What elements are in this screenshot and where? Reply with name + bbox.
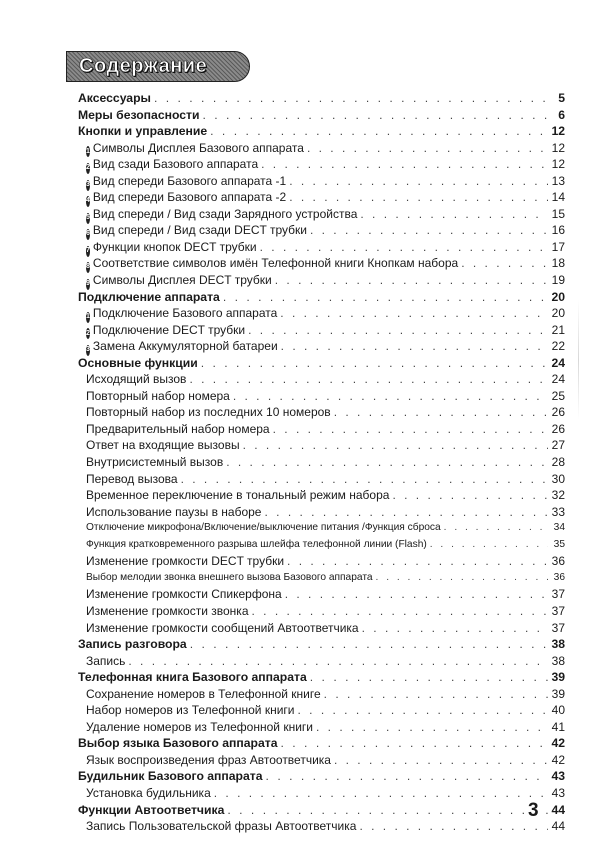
- toc-entry-page: 38: [551, 653, 565, 668]
- toc-entry[interactable]: [78, 255, 565, 272]
- circled-number-icon: 5: [86, 213, 90, 224]
- dot-leader: [316, 719, 548, 736]
- dot-leader: [289, 173, 548, 190]
- toc-entry[interactable]: [78, 156, 565, 173]
- dot-leader: [154, 90, 548, 107]
- toc-entry[interactable]: [78, 305, 565, 322]
- toc-entry-page: 26: [551, 405, 565, 420]
- circled-number-icon: 1: [86, 146, 90, 157]
- toc-entry-page: 37: [551, 603, 565, 618]
- toc-entry-page: 22: [551, 339, 565, 354]
- toc-entry[interactable]: [78, 752, 565, 769]
- toc-entry-label: Исходящий вызов: [86, 372, 187, 387]
- dot-leader: [324, 686, 548, 703]
- circled-number-icon: 4: [86, 196, 90, 207]
- toc-entry-label: Символы Дисплея Базового аппарата: [92, 140, 304, 155]
- circled-number-icon: 6: [86, 229, 90, 240]
- toc-entry-label: Изменение громкости Спикерфона: [86, 587, 282, 602]
- toc-entry[interactable]: [78, 239, 565, 256]
- circled-number-icon: 2: [86, 328, 90, 339]
- toc-entry-page: 26: [551, 421, 565, 436]
- toc-entry[interactable]: [78, 421, 565, 438]
- toc-entry-page: 36: [553, 571, 565, 583]
- toc-entry-label: Перевод вызова: [86, 471, 178, 486]
- dot-leader: [252, 603, 549, 620]
- toc-section-entry[interactable]: [78, 123, 565, 140]
- page-title: Содержание: [79, 55, 208, 77]
- toc-entry-page: 36: [551, 554, 565, 569]
- dot-leader: [430, 537, 548, 554]
- dot-leader: [362, 620, 548, 637]
- toc-entry-label: Функции Автоответчика: [78, 802, 225, 817]
- toc-entry-label: Выбор мелодии звонка внешнего вызова Базового аппарата: [86, 571, 373, 583]
- toc-entry-label: Внутрисистемный вызов: [86, 455, 224, 470]
- toc-entry-page: 19: [551, 273, 565, 288]
- dot-leader: [310, 669, 548, 686]
- dot-leader: [281, 338, 548, 355]
- toc-entry-page: 39: [551, 686, 565, 701]
- toc-entry-page: 44: [551, 802, 565, 817]
- toc-entry-page: 43: [551, 785, 565, 800]
- dot-leader: [334, 752, 548, 769]
- toc-entry-page: 39: [551, 670, 565, 685]
- toc-entry-label: Изменение громкости звонка: [86, 603, 249, 618]
- circled-number-icon: 1: [86, 312, 90, 323]
- toc-entry-page: 28: [551, 455, 565, 470]
- toc-entry[interactable]: [78, 140, 565, 157]
- toc-entry-label: Подключение Базового аппарата: [92, 306, 278, 321]
- toc-entry-page: 33: [551, 504, 565, 519]
- toc-entry[interactable]: [78, 653, 565, 670]
- toc-entry[interactable]: [78, 471, 565, 488]
- dot-leader: [189, 371, 548, 388]
- dot-leader: [260, 239, 548, 256]
- circled-number-icon: 3: [86, 345, 90, 356]
- dot-leader: [461, 255, 548, 272]
- toc-entry-page: 27: [551, 438, 565, 453]
- dot-leader: [233, 388, 548, 405]
- toc-entry-label: Вид спереди Базового аппарата -2: [92, 190, 287, 205]
- toc-entry[interactable]: [78, 537, 565, 554]
- dot-leader: [307, 140, 548, 157]
- toc-entry[interactable]: [78, 570, 565, 587]
- toc-section-entry[interactable]: [78, 735, 565, 752]
- toc-entry-label: Основные функции: [78, 355, 198, 370]
- toc-entry-label: Подключение аппарата: [78, 289, 220, 304]
- toc-entry-label: Функция кратковременного разрыва шлейфа телефонной линии (Flash): [86, 538, 427, 550]
- toc-entry-label: Повторный набор номера: [86, 388, 230, 403]
- toc-entry-page: 20: [551, 289, 565, 304]
- dot-leader: [280, 305, 548, 322]
- toc-entry-page: 13: [551, 173, 565, 188]
- toc-entry[interactable]: [78, 686, 565, 703]
- toc-entry-label: Функции кнопок DECT трубки: [92, 239, 257, 254]
- dot-leader: [261, 156, 548, 173]
- toc-section-entry[interactable]: [78, 355, 565, 372]
- toc-entry[interactable]: [78, 338, 565, 355]
- toc-entry[interactable]: [78, 520, 565, 537]
- circled-number-icon: 8: [86, 262, 90, 273]
- toc-entry-label: Отключение микрофона/Включение/выключение питания /Функция сброса: [86, 522, 441, 534]
- toc-entry-label: Запись Пользовательской фразы Автоответчика: [86, 819, 357, 834]
- dot-leader: [202, 107, 548, 124]
- dot-leader: [285, 586, 548, 603]
- toc-entry-label: Соответствие символов имён Телефонной книги Кнопкам набора: [92, 256, 459, 271]
- dot-leader: [310, 222, 548, 239]
- dot-leader: [287, 553, 548, 570]
- toc-entry-label: Набор номеров из Телефонной книги: [86, 703, 295, 718]
- toc-entry-label: Запись: [86, 653, 126, 668]
- toc-entry-label: Ответ на входящие вызовы: [86, 438, 240, 453]
- toc-section-entry[interactable]: [78, 289, 565, 306]
- toc-entry[interactable]: [78, 454, 565, 471]
- table-of-contents: [78, 90, 565, 835]
- toc-entry-page: 24: [551, 355, 565, 370]
- toc-section-entry[interactable]: [78, 802, 565, 819]
- toc-entry-label: Вид спереди / Вид сзади Зарядного устройства: [92, 206, 358, 221]
- dot-leader: [376, 570, 548, 587]
- toc-entry-label: Кнопки и управление: [78, 124, 208, 139]
- toc-entry[interactable]: [78, 222, 565, 239]
- toc-entry-page: 32: [551, 488, 565, 503]
- toc-section-entry[interactable]: [78, 669, 565, 686]
- toc-entry-label: Повторный набор из последних 10 номеров: [86, 405, 331, 420]
- toc-entry-page: 41: [551, 719, 565, 734]
- toc-entry-page: 18: [551, 256, 565, 271]
- toc-entry-label: Язык воспроизведения фраз Автоответчика: [86, 752, 331, 767]
- dot-leader: [360, 206, 548, 223]
- toc-entry-label: Выбор языка Базового аппарата: [78, 736, 278, 751]
- toc-entry-page: 12: [551, 140, 565, 155]
- dot-leader: [273, 421, 548, 438]
- toc-entry-label: Временное переключение в тональный режим набора: [86, 488, 390, 503]
- toc-entry-page: 12: [551, 124, 565, 139]
- toc-entry-label: Вид сзади Базового аппарата: [92, 157, 259, 172]
- toc-entry[interactable]: [78, 487, 565, 504]
- toc-entry-label: Запись разговора: [78, 637, 187, 652]
- dot-leader: [281, 735, 548, 752]
- toc-entry[interactable]: [78, 603, 565, 620]
- contents-title-badge: [66, 51, 250, 82]
- toc-entry[interactable]: [78, 620, 565, 637]
- dot-leader: [298, 702, 549, 719]
- toc-entry-page: 42: [551, 736, 565, 751]
- toc-entry-label: Подключение DECT трубки: [92, 322, 246, 337]
- toc-entry-label: Удаление номеров из Телефонной книги: [86, 719, 313, 734]
- toc-entry-page: 35: [553, 538, 565, 550]
- toc-section-entry[interactable]: [78, 90, 565, 107]
- toc-section-entry[interactable]: [78, 636, 565, 653]
- toc-entry[interactable]: [78, 586, 565, 603]
- circled-number-icon: 2: [86, 163, 90, 174]
- toc-entry-label: Предварительный набор номера: [86, 421, 270, 436]
- dot-leader: [190, 636, 548, 653]
- toc-entry[interactable]: [78, 818, 565, 835]
- toc-entry[interactable]: [78, 388, 565, 405]
- toc-entry-page: 37: [551, 587, 565, 602]
- toc-entry-label: Изменение громкости сообщений Автоответчика: [86, 620, 359, 635]
- toc-entry[interactable]: [78, 272, 565, 289]
- dot-leader: [181, 471, 548, 488]
- toc-entry-label: Аксессуары: [78, 91, 151, 105]
- toc-entry-page: 21: [551, 322, 565, 337]
- toc-entry[interactable]: [78, 371, 565, 388]
- toc-entry-page: 5: [558, 91, 565, 105]
- toc-section-entry[interactable]: [78, 107, 565, 124]
- dot-leader: [210, 123, 548, 140]
- toc-entry-page: 25: [551, 388, 565, 403]
- toc-entry-page: 42: [551, 752, 565, 767]
- toc-entry[interactable]: [78, 702, 565, 719]
- circled-number-icon: 7: [86, 246, 90, 257]
- toc-entry-page: 40: [551, 703, 565, 718]
- toc-entry-label: Телефонная книга Базового аппарата: [78, 670, 307, 685]
- dot-leader: [289, 189, 548, 206]
- dot-leader: [214, 785, 548, 802]
- toc-entry[interactable]: [78, 206, 565, 223]
- page-crease: [578, 300, 579, 420]
- dot-leader: [334, 404, 548, 421]
- dot-leader: [226, 454, 548, 471]
- dot-leader: [227, 802, 548, 819]
- dot-leader: [201, 355, 548, 372]
- toc-entry-page: 38: [551, 637, 565, 652]
- dot-leader: [223, 289, 548, 306]
- circled-number-icon: 3: [86, 180, 90, 191]
- page-number: 3: [528, 800, 539, 821]
- toc-entry[interactable]: [78, 719, 565, 736]
- toc-entry-page: 16: [551, 223, 565, 238]
- toc-entry-label: Символы Дисплея DECT трубки: [92, 273, 272, 288]
- toc-entry-label: Будильник Базового аппарата: [78, 769, 263, 784]
- toc-entry-page: 37: [551, 620, 565, 635]
- toc-entry-page: 34: [553, 522, 565, 534]
- toc-entry[interactable]: [78, 785, 565, 802]
- toc-entry[interactable]: [78, 437, 565, 454]
- toc-entry-page: 44: [551, 819, 565, 834]
- toc-entry-page: 30: [551, 471, 565, 486]
- toc-entry-page: 6: [558, 107, 565, 122]
- toc-section-entry[interactable]: [78, 768, 565, 785]
- toc-entry[interactable]: [78, 553, 565, 570]
- circled-number-icon: 9: [86, 279, 90, 290]
- toc-entry-label: Вид спереди / Вид сзади DECT трубки: [92, 223, 307, 238]
- toc-entry-page: 20: [551, 306, 565, 321]
- toc-entry-label: Меры безопасности: [78, 107, 200, 122]
- dot-leader: [444, 520, 548, 537]
- toc-entry-label: Замена Аккумуляторной батареи: [92, 339, 278, 354]
- dot-leader: [128, 653, 548, 670]
- toc-entry-page: 12: [551, 157, 565, 172]
- toc-entry-label: Сохранение номеров в Телефонной книге: [86, 686, 321, 701]
- toc-entry-label: Вид спереди Базового аппарата -1: [92, 173, 287, 188]
- toc-entry-label: Установка будильника: [86, 785, 211, 800]
- dot-leader: [392, 487, 548, 504]
- dot-leader: [359, 818, 548, 835]
- toc-entry-page: 43: [551, 769, 565, 784]
- toc-entry-label: Использование паузы в наборе: [86, 504, 262, 519]
- toc-entry[interactable]: [78, 404, 565, 421]
- toc-entry[interactable]: [78, 504, 565, 521]
- dot-leader: [264, 504, 548, 521]
- toc-entry[interactable]: [78, 173, 565, 190]
- toc-entry-page: 14: [551, 190, 565, 205]
- toc-entry-page: 24: [551, 372, 565, 387]
- dot-leader: [248, 322, 548, 339]
- toc-entry-page: 15: [551, 206, 565, 221]
- toc-entry[interactable]: [78, 322, 565, 339]
- toc-entry[interactable]: [78, 189, 565, 206]
- dot-leader: [243, 437, 548, 454]
- dot-leader: [275, 272, 548, 289]
- toc-entry-label: Изменение громкости DECT трубки: [86, 554, 285, 569]
- dot-leader: [266, 768, 548, 785]
- toc-entry-page: 17: [551, 239, 565, 254]
